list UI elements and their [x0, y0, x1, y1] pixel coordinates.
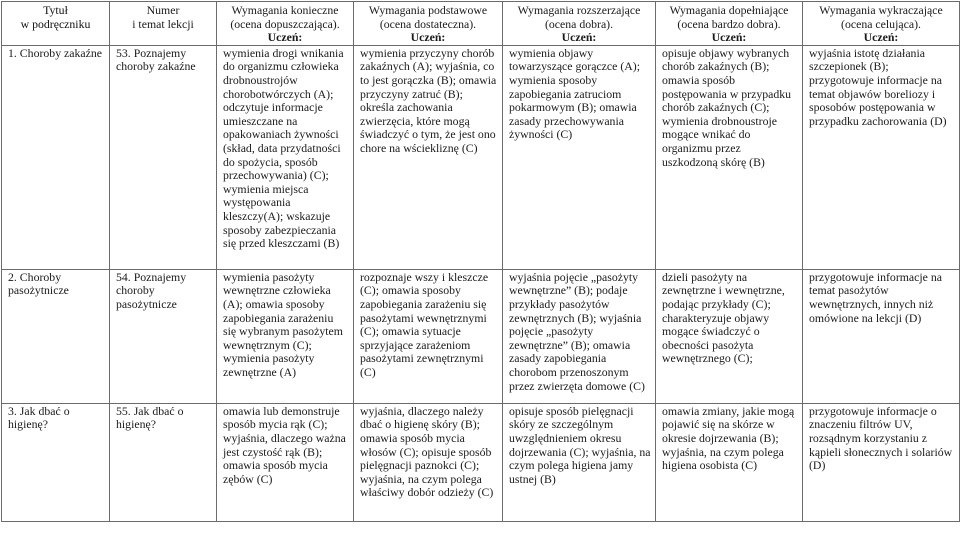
requirements-table: [1, 1, 960, 522]
cell-title: 2. Choroby pasożytnicze: [2, 269, 110, 403]
cell-konieczne: wymienia drogi wnikania do organizmu człowieka drobnoustrojów chorobotwórczych (A); odczytuje informacje umieszczane na opakowaniach żywności (skład, data przydatności do spożycia, sposób przechowywania) (C); wymienia miejsca występowania kleszczy(A); wskazuje sposoby zabezpieczania się przed kleszczami (B): [217, 45, 354, 269]
cell-wykraczajace: przygotowuje informacje na temat pasożytów wewnętrznych, innych niż omówione na lekcji (D): [803, 269, 960, 403]
header-konieczne: Wymagania konieczne (ocena dopuszczająca). Uczeń:: [217, 2, 354, 46]
cell-title: 1. Choroby zakaźne: [2, 45, 110, 269]
header-rozszerzajace: Wymagania rozszerzające (ocena dobra). Uczeń:: [503, 2, 656, 46]
header-dopelniajace: Wymagania dopełniające (ocena bardzo dobra). Uczeń:: [656, 2, 803, 46]
cell-title: 3. Jak dbać o higienę?: [2, 403, 110, 521]
table-row: [2, 45, 960, 269]
header-wykraczajace: Wymagania wykraczające (ocena celująca). Uczeń:: [803, 2, 960, 46]
cell-lesson: 54. Poznajemy choroby pasożytnicze: [110, 269, 217, 403]
cell-wykraczajace: przygotowuje informacje o znaczeniu filtrów UV, rozsądnym korzystaniu z kąpieli słonecznych i solariów (D): [803, 403, 960, 521]
cell-dopelniajace: dzieli pasożyty na zewnętrzne i wewnętrzne, podając przykłady (C); charakteryzuje objawy mogące świadczyć o obecności pasożyta wewnętrznego (C);: [656, 269, 803, 403]
header-lesson: Numer i temat lekcji: [110, 2, 217, 46]
cell-podstawowe: wymienia przyczyny chorób zakaźnych (A); wyjaśnia, co to jest gorączka (B); omawia przyczyny zatruć (B); określa zachowania zwierzęcia, które mogą świadczyć o tym, że jest ono chore na wściekliznę (C): [354, 45, 503, 269]
cell-lesson: 55. Jak dbać o higienę?: [110, 403, 217, 521]
cell-dopelniajace: omawia zmiany, jakie mogą pojawić się na skórze w okresie dojrzewania (B); wyjaśnia, na czym polega higiena osobista (C): [656, 403, 803, 521]
header-podstawowe: Wymagania podstawowe (ocena dostateczna). Uczeń:: [354, 2, 503, 46]
cell-konieczne: omawia lub demonstruje sposób mycia rąk (C); wyjaśnia, dlaczego ważna jest czystość rąk (B); omawia sposób mycia zębów (C): [217, 403, 354, 521]
header-title: Tytuł w podręczniku: [2, 2, 110, 46]
cell-rozszerzajace: opisuje sposób pielęgnacji skóry ze szczególnym uwzględnieniem okresu dojrzewania (C); wyjaśnia, na czym polega higiena jamy ustnej (B): [503, 403, 656, 521]
cell-wykraczajace: wyjaśnia istotę działania szczepionek (B); przygotowuje informacje na temat objawów boreliozy i sposobów postępowania w przypadku zachorowania (D): [803, 45, 960, 269]
header-row: [2, 2, 960, 46]
table-row: [2, 403, 960, 521]
cell-podstawowe: wyjaśnia, dlaczego należy dbać o higienę skóry (B); omawia sposób mycia włosów (C); opisuje sposób pielęgnacji paznokci (C); wyjaśnia, na czym polega właściwy dobór odzieży (C): [354, 403, 503, 521]
cell-rozszerzajace: wymienia objawy towarzyszące gorączce (A); wymienia sposoby zapobiegania zatruciom pokarmowym (B); omawia zasady przechowywania żywności (C): [503, 45, 656, 269]
cell-konieczne: wymienia pasożyty wewnętrzne człowieka (A); omawia sposoby zapobiegania zarażeniu się wybranym pasożytem wewnętrznym (C); wymienia pasożyty zewnętrzne (A): [217, 269, 354, 403]
cell-podstawowe: rozpoznaje wszy i kleszcze (C); omawia sposoby zapobiegania zarażeniu się pasożytami wewnętrznymi (C); omawia sytuacje sprzyjające zarażeniom pasożytami zewnętrznymi (C): [354, 269, 503, 403]
cell-lesson: 53. Poznajemy choroby zakaźne: [110, 45, 217, 269]
table-row: [2, 269, 960, 403]
cell-dopelniajace: opisuje objawy wybranych chorób zakaźnych (B); omawia sposób postępowania w przypadku chorób zakaźnych (C); wymienia drobnoustroje mogące wnikać do organizmu przez uszkodzoną skórę (B): [656, 45, 803, 269]
cell-rozszerzajace: wyjaśnia pojęcie „pasożyty wewnętrzne” (B); podaje przykłady pasożytów zewnętrznych (B); wyjaśnia pojęcie „pasożyty zewnętrzne” (B); omawia zasady zapobiegania chorobom przenoszonym przez zwierzęta domowe (C): [503, 269, 656, 403]
